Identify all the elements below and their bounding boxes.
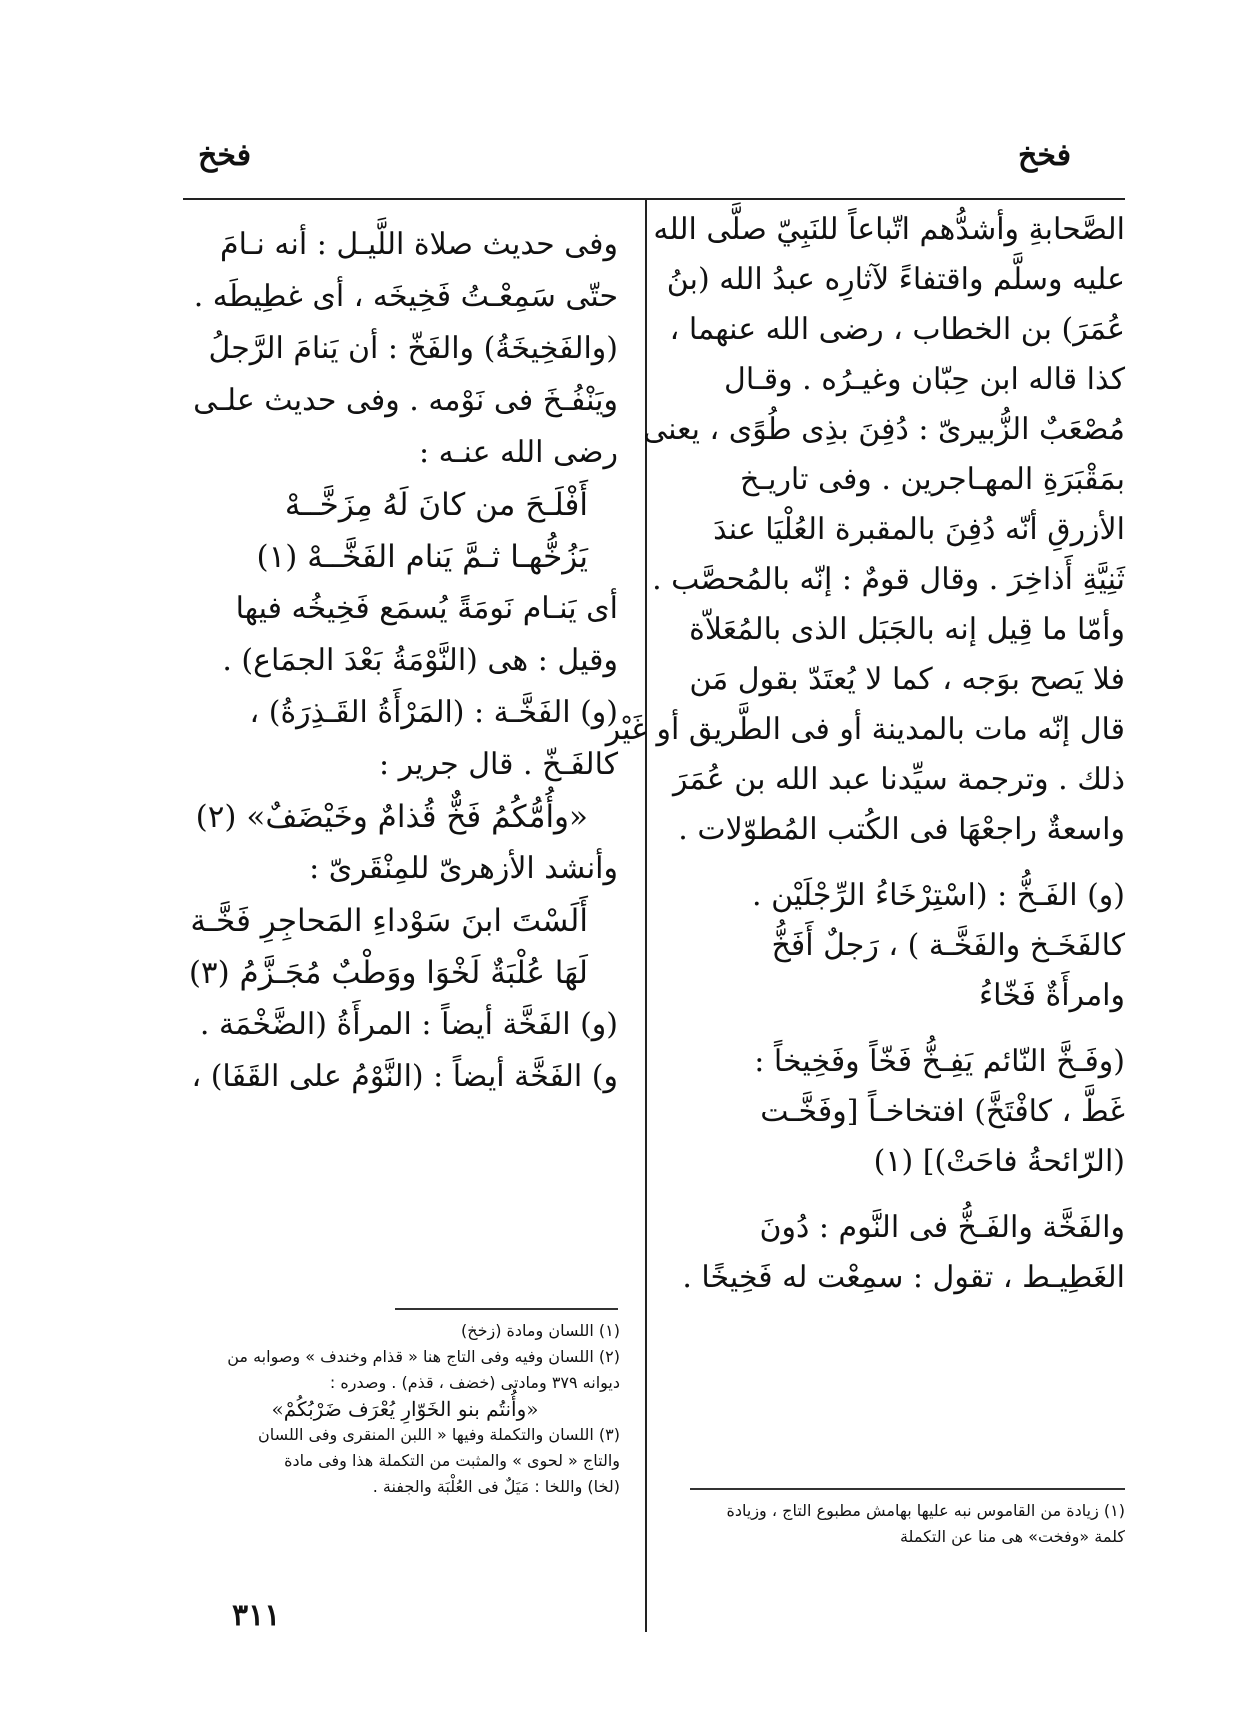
- text-line: كذا قاله ابن حِبّان وغيـرُه . وقـال: [724, 362, 1125, 397]
- text-line: وأنشد الأزهرىّ للمِنْقَرىّ :: [309, 851, 618, 886]
- verse-line: أَفْلَـحَ من كانَ لَهُ مِزَخَّــهْ: [284, 487, 588, 523]
- text-line: مُصْعَبٌ الزُّبيرىّ : دُفِنَ بذِى طُوًى ، يعنى: [643, 412, 1125, 447]
- text-line: ذلك . وترجمة سيِّدنا عبد الله بن عُمَرَ: [672, 762, 1125, 797]
- text-line: رضى الله عنـه :: [419, 435, 618, 470]
- footnote-line: (١) زيادة من القاموس نبه عليها بهامش مطبوع التاج ، وزيادة: [726, 1501, 1125, 1520]
- text-line: بمَقْبَرَةِ المهـاجرين . وفى تاريـخ: [739, 462, 1125, 497]
- text-line: كالفَـخّ . قال جرير :: [379, 747, 618, 782]
- text-line: وأمّا ما قِيل إنه بالجَبَل الذى بالمُعَلاّة: [689, 612, 1125, 647]
- text-line: فلا يَصح بوَجه ، كما لا يُعتَدّ بقول مَن: [689, 662, 1125, 697]
- footnote-line: (١) اللسان ومادة (زخخ): [461, 1321, 620, 1340]
- right-header-word: فخخ: [1018, 138, 1072, 173]
- footnotes-right: [690, 1498, 1125, 1550]
- text-line: غَطَّ ، كافْتَخَّ) افتخاخـاً [وفَخَّـت: [760, 1094, 1125, 1129]
- text-line: و) الفَخَّة أيضاً : (النَّوْمُ على القَفَا) ،: [191, 1059, 618, 1094]
- text-line: ويَنْفُـخَ فى نَوْمه . وفى حديث علـى: [193, 383, 618, 418]
- text-line: أى يَنـام نَومَةً يُسمَع فَخِيخُه فيها: [235, 591, 618, 626]
- text-line: الغَطِيـط ، تقول : سمِعْت له فَخِيخًا .: [682, 1260, 1125, 1295]
- text-line: والفَخَّة والفَـخُّ فى النَّوم : دُونَ: [759, 1210, 1125, 1245]
- verse-line: يَزُخُّهـا ثـمَّ يَنام الفَخَّــهْ (١): [256, 539, 588, 575]
- footnote-line: (٢) اللسان وفيه وفى التاج هنا « قذام وخندف » وصوابه من: [227, 1347, 620, 1366]
- text-line: حتّى سَمِعْـتُ فَخِيخَه ، أى غطِيطَه .: [193, 279, 618, 314]
- footnotes-left: [190, 1318, 620, 1500]
- text-line: الأزرقِ أنّه دُفِنَ بالمقبرة العُلْيَا عندَ: [713, 512, 1125, 547]
- text-line: واسعةٌ راجعْهَا فى الكُتب المُطوّلات .: [678, 812, 1125, 847]
- text-line: عليه وسلَّم واقتفاءً لآثارِه عبدُ الله (بنُ: [666, 262, 1125, 297]
- text-line: (و) الفَخَّة أيضاً : المرأَةُ (الضَّخْمَة .: [199, 1007, 618, 1042]
- text-line: (والفَخِيخَةُ) والفَخّ : أن يَنامَ الرَّجلُ: [208, 331, 618, 366]
- footnote-line: والتاج « لحوى » والمثبت من التكملة هذا وفى مادة: [284, 1451, 620, 1470]
- text-line: الصَّحابةِ وأشدُّهم اتّباعاً للنَبِيّ صلَّى الله: [653, 212, 1125, 247]
- footnote-line: كلمة «وفخت» هى منا عن التكملة: [899, 1527, 1125, 1546]
- footnote-rule-left: [395, 1308, 618, 1310]
- text-line: (و) الفَـخُّ : (اسْتِرْخَاءُ الرِّجْلَيْن .: [752, 878, 1125, 913]
- text-line: (و) الفَخَّـة : (المَرْأَةُ القَـذِرَةُ) ،: [249, 695, 618, 730]
- left-header-word: فخخ: [198, 138, 252, 173]
- footnote-line: (٣) اللسان والتكملة وفيها « اللبن المنقرى وفى اللسان: [257, 1425, 620, 1444]
- text-line: كالفَخَـخ والفَخَّـة ) ، رَجلٌ أَفَخُّ: [771, 928, 1125, 963]
- text-line: ثَنِيَّةِ أَذاخِرَ . وقال قومٌ : إنّه بالمُحصَّب .: [652, 562, 1125, 597]
- verse-line: «وأُمُّكُمُ فَخٌّ قُذامٌ وخَيْضَفٌ» (٢): [195, 799, 588, 835]
- left-column: [178, 220, 618, 1104]
- text-line: وفى حديث صلاة اللَّيـل : أنه نـامَ: [220, 227, 618, 262]
- text-line: وامرأَةٌ فَخّاءُ: [979, 978, 1125, 1013]
- footnote-rule-right: [690, 1488, 1125, 1490]
- text-line: (الرّائحةُ فاحَتْ)] (١): [873, 1144, 1125, 1179]
- text-line: عُمَرَ) بن الخطاب ، رضى الله عنهما ،: [669, 312, 1125, 347]
- footnote-line: (لخا) واللخا : مَيَلٌ فى العُلْبَة والجفنة .: [372, 1477, 620, 1496]
- text-line: قال إنّه مات بالمدينة أو فى الطَّريق أو غَيْر: [605, 712, 1125, 747]
- page-number: ٣١١: [232, 1598, 281, 1633]
- top-rule: [183, 198, 1125, 200]
- text-line: (وفَـخَّ النّائم يَفِـخُّ فَخّاً وفَخِيخاً :: [754, 1044, 1125, 1079]
- footnote-line: ديوانه ٣٧٩ ومادتى (خضف ، قذم) . وصدره :: [329, 1373, 620, 1392]
- right-column: [605, 205, 1125, 1303]
- text-line: وقيل : هى (النَّوْمَةُ بَعْدَ الجمَاع) .: [222, 643, 618, 678]
- footnote-verse: «وأُنتُم بنو الخَوّارِ يُعْرَف ضَرْبُكُمْ»: [271, 1397, 539, 1421]
- verse-line: أَلَسْتَ ابنَ سَوْداءِ المَحاجِرِ فَخَّـة: [190, 903, 588, 939]
- verse-line: لَهَا عُلْبَةٌ لَخْوَا ووَطْبٌ مُجَـزَّمُ (٣): [188, 955, 588, 991]
